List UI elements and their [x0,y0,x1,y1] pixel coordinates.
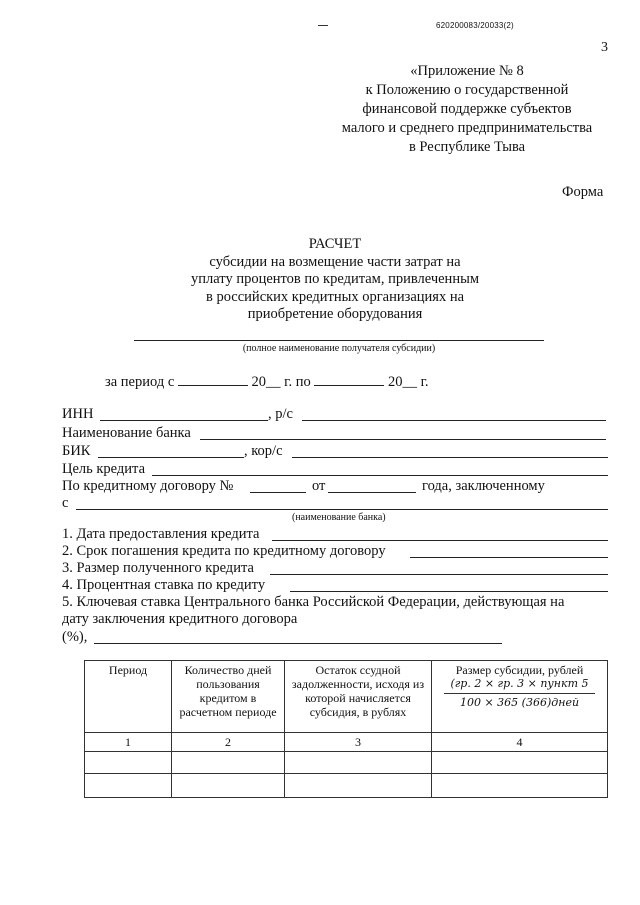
period-year1: 20__ [251,374,281,390]
header-balance: Остаток ссудной задолженности, исходя из которой начисляется субсидия, в рублях [285,661,432,733]
contract-number-field[interactable] [250,492,306,493]
title-heading: РАСЧЕТ [308,236,362,252]
bik-field[interactable] [98,457,244,458]
subsidy-formula [435,677,604,710]
item-5-field[interactable] [94,643,502,644]
period-year2: 20__ [387,374,417,390]
column-number: 1 [85,733,172,752]
inn-field[interactable] [100,420,268,421]
item-5-label: 5. Ключевая ставка Центрального банка Российской Федерации, действующая на [62,594,565,610]
item-5-percent: (%), [62,629,88,645]
table-cell[interactable] [285,752,432,774]
item-5-label-cont: дату заключения кредитного договора [62,611,298,627]
appendix-line: «Приложение № 8 [410,63,524,79]
inn-label: ИНН [62,406,94,422]
title-line: субсидии на возмещение части затрат на [209,253,461,270]
table-cell[interactable] [285,774,432,798]
item-4-label: 4. Процентная ставка по кредиту [62,577,266,593]
subsidy-table [84,660,608,798]
period-prefix: за период с [105,374,175,390]
contract-bank-field[interactable] [76,509,608,510]
bank-name-label: Наименование банка [62,425,191,441]
formula-denominator: 100 × 365 (366)дней [459,696,580,709]
item-4-field[interactable] [290,591,608,592]
kors-label: , кор/с [244,443,283,459]
contract-label: По кредитному договору № [62,478,234,494]
formula-numerator: (гр. 2 × гр. 3 × пункт 5 [444,677,594,694]
title-line: в российских кредитных организациях на [205,288,465,305]
item-1-label: 1. Дата предоставления кредита [62,526,260,542]
header-subsidy [432,661,608,733]
appendix-line: в Республике Тыва [408,139,526,155]
recipient-name-field[interactable] [134,340,544,341]
recipient-caption: (полное наименование получателя субсидии) [242,343,436,354]
table-cell[interactable] [432,774,608,798]
title-line: уплату процентов по кредитам, привлеченным [191,271,479,287]
rs-label: , р/с [268,406,293,422]
period-mid: г. по [284,374,311,390]
period-end-field[interactable] [314,372,384,386]
table-cell[interactable] [85,752,172,774]
item-2-field[interactable] [410,557,608,558]
column-number: 4 [432,733,608,752]
divider [318,25,328,26]
period-suffix: г. [420,374,429,390]
rs-field[interactable] [302,420,606,421]
title-line: приобретение оборудования [247,306,423,322]
table-cell[interactable] [85,774,172,798]
appendix-line: к Положению о государственной [365,82,569,98]
period-start-field[interactable] [178,372,248,386]
bank-name-field[interactable] [200,439,606,440]
table-cell[interactable] [172,774,285,798]
bank-caption: (наименование банка) [292,512,386,523]
appendix-header [322,62,612,157]
form-label: Форма [562,184,604,200]
bik-label: БИК [62,443,91,459]
header-period: Период [85,661,172,733]
contract-ot-label: от [312,478,326,494]
document-title [130,236,540,324]
appendix-line: финансовой поддержке субъектов [362,101,572,117]
with-label: с [62,495,69,511]
column-number: 3 [285,733,432,752]
header-days: Количество дней пользования кредитом в расчетном периоде [172,661,285,733]
purpose-field[interactable] [152,475,608,476]
kors-field[interactable] [292,457,608,458]
item-3-field[interactable] [270,574,608,575]
period-line [105,372,429,391]
page-number: 3 [601,40,608,55]
document-id: 620200083/20033(2) [436,21,514,30]
item-2-label: 2. Срок погашения кредита по кредитному договору [62,543,386,559]
contract-date-field[interactable] [328,492,416,493]
table-cell[interactable] [172,752,285,774]
purpose-label: Цель кредита [62,461,146,477]
appendix-line: малого и среднего предпринимательства [341,120,593,136]
item-1-field[interactable] [272,540,608,541]
item-3-label: 3. Размер полученного кредита [62,560,254,576]
column-number: 2 [172,733,285,752]
header-subsidy-label: Размер субсидии, рублей [455,663,584,677]
contract-concluded-label: года, заключенному [422,478,545,494]
table-cell[interactable] [432,752,608,774]
